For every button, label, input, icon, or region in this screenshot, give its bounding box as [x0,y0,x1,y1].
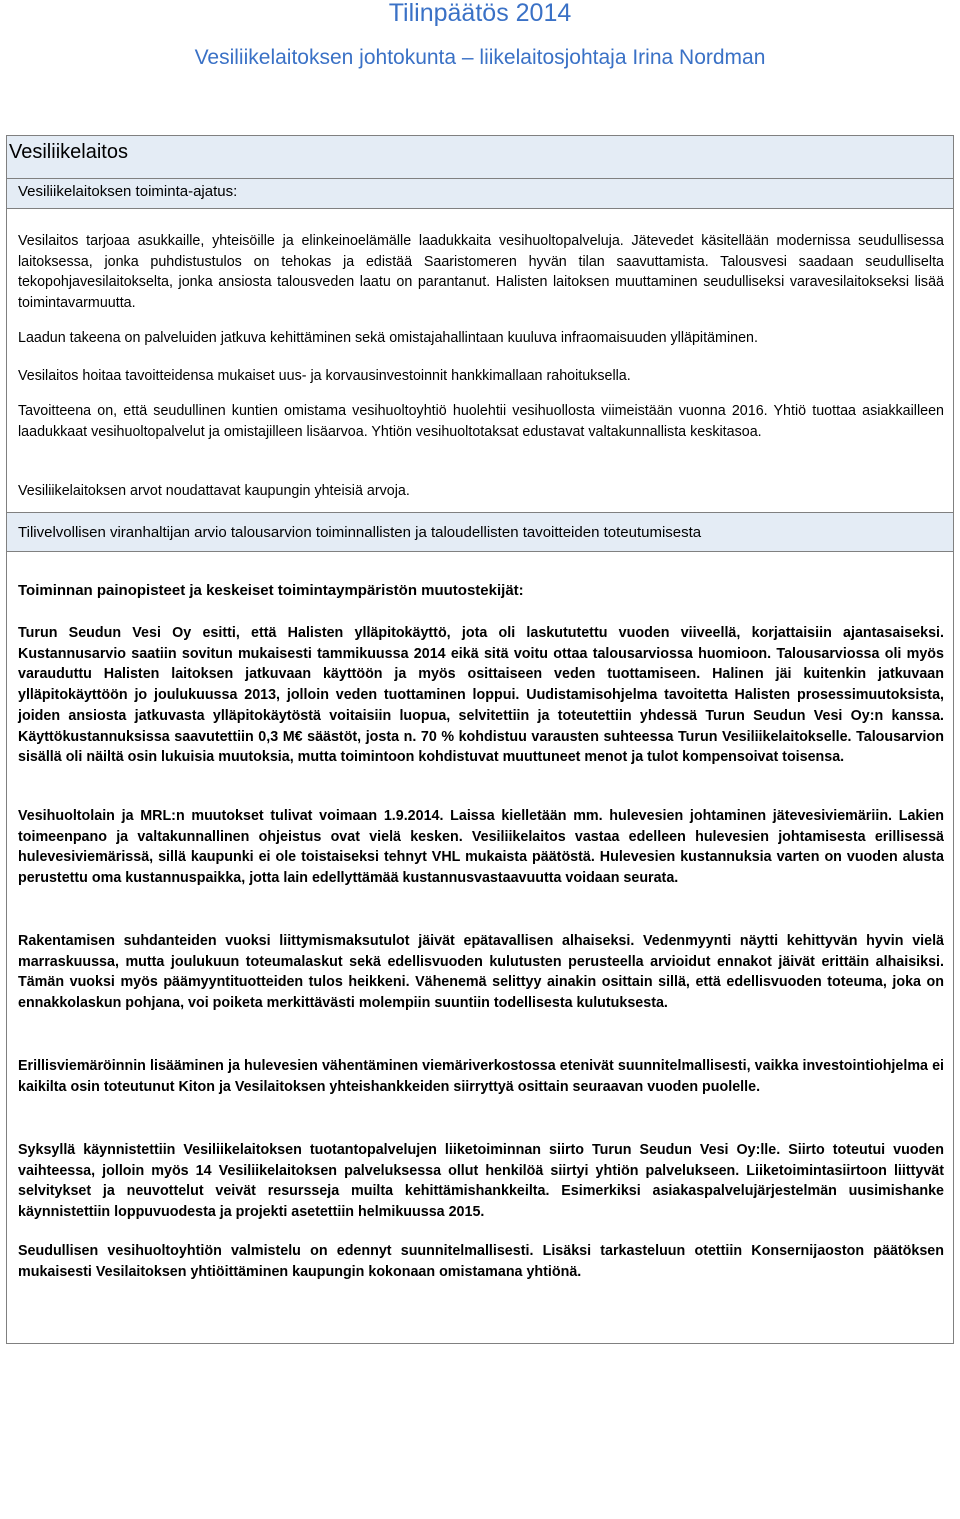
focus-paragraph-6: Seudullisen vesihuoltoyhtiön valmistelu on edennyt suunnitelmallisesti. Lisäksi tarkasteluun otettiin Konsernijaoston päätöksen mukaisesti Vesilaitoksen yhtiöittäminen kaupungin kokonaan omistamana yhtiönä. [18,1243,944,1280]
mission-heading: Vesiliikelaitoksen toiminta-ajatus: [18,183,238,200]
page-title: Tilinpäätös 2014 [388,0,572,27]
page-subtitle: Vesiliikelaitoksen johtokunta – liikelaitosjohtaja Irina Nordman [194,46,766,69]
focus-paragraph-2: Vesihuoltolain ja MRL:n muutokset tulivat voimaan 1.9.2014. Laissa kielletään mm. hulevesien johtaminen jätevesiviemäriin. Lakien toimeenpano ja valtakunnallinen ohjeistus ovat vielä kesken. Vesiliikelaitos vastaa edelleen hulevesien johtamisesta erillisessä hulevesiviemärissä, sillä kaupunki ei ole toistaiseksi tehnyt VHL mukaista päätöstä. Hulevesien kustannuksia varten on vuoden alusta perustettu oma kustannuspaikka, jotta lain edellyttämää kustannusvastaavuutta voidaan seurata. [18,808,944,887]
focus-paragraph-5: Syksyllä käynnistettiin Vesiliikelaitoksen tuotantopalvelujen liiketoiminnan siirto Turun Seudun Vesi Oy:lle. Siirto toteutui vuoden vaihteessa, jolloin myös 14 Vesiliikelaitoksen palveluksessa ollut henkilöä siirtyi yhtiön palvelukseen. Liiketoimintasiirtoon liittyvät selvitykset ja neuvottelut veivät resursseja muilta kehittämishankkeilta. Esimerkiksi asiakaspalvelujärjestelmän uusimishanke käynnistettiin loppuvuodesta ja projekti asetettiin helmikuussa 2015. [18,1142,944,1221]
section-heading: Vesiliikelaitos [9,141,128,163]
mission-paragraph-2: Laadun takeena on palveluiden jatkuva kehittäminen sekä omistajahallintaan kuuluva infraomaisuuden ylläpitäminen. [18,330,758,346]
focus-paragraph-1: Turun Seudun Vesi Oy esitti, että Halisten ylläpitokäyttö, jota oli laskututettu vuoden viiveellä, korjattaisiin ajantasaiseksi. Kustannusarvio saatiin sovitun mukaisesti tammikuussa 2014 eikä sitä voitu ottaa talousarviossa huomioon. Talousarviossa oli myös varauduttu Halisten laitoksen jatkuvaan käyttöön ja myös osittaiseen veden tuottamiseen. Halinen jäi kuitenkin jatkuvaan ylläpitokäyttöön jo joulukuussa 2013, jolloin veden tuottaminen loppui. Uudistamisohjelma tavoitetta Halisten prosessimuutoksista, joiden ansiosta jatkuvasta ylläpitokäytöstä voitaisiin luopua, selvitettiin ja toteutettiin yhdessä Turun Seudun Vesi Oy:n kanssa. Käyttökustannuksissa saavutettiin 0,3 M€ säästöt, josta n. 70 % kohdistuu varausten suhteessa Turun Vesiliikelaitokselle. Talousarvion sisällä oli näiltä osin lukuisia muutoksia, mutta toimintoon kohdistuvat muuttuneet menot ja tulot kompensoivat toisensa. [18,625,944,766]
mission-heading-band [7,179,953,209]
section-heading-band [7,136,953,179]
mission-paragraph-1: Vesilaitos tarjoaa asukkaille, yhteisöille ja elinkeinoelämälle laadukkaita vesihuoltopalveluja. Jätevedet käsitellään modernissa seudullisessa laitoksessa, jonka puhdistustulos on tehokas ja edistää Saaristomeren hyvän tilan saavuttamista. Talousvesi saadaan seudulliselta tekopohjavesilaitokselta, jonka ansiosta talousveden laatu on parantanut. Halisten laitoksen muuttaminen seudulliseksi varavesilaitokseksi lisää toimintavarmuutta. [18,233,944,312]
section-box [6,135,954,1344]
assessment-heading: Tilivelvollisen viranhaltijan arvio talousarvion toiminnallisten ja taloudellisten tavoitteiden toteutumisesta [18,524,702,541]
page-header [0,0,960,70]
mission-paragraph-3: Vesilaitos hoitaa tavoitteidensa mukaiset uus- ja korvausinvestoinnit hankkimallaan rahoituksella. [18,368,631,384]
focus-heading: Toiminnan painopisteet ja keskeiset toimintaympäristön muutostekijät: [18,582,524,599]
focus-paragraph-3: Rakentamisen suhdanteiden vuoksi liittymismaksutulot jäivät epätavallisen alhaiseksi. Vedenmyynti näytti kehittyvän hyvin vielä marraskuussa, mutta joulukuun toteumalaskut sekä edellisvuoden kulutusten perusteella arvioidut ennakot jäivät erittäin alhaisiksi. Tämän vuoksi myös päämyyntituotteiden tulos heikkeni. Vähenemä selittyy ainakin osittain sillä, että edellisvuoden toteuma, joka on ennakkolaskun pohjana, voi poiketa merkittävästi molempiin suuntiin todellisesta kulutuksesta. [18,933,944,1012]
mission-paragraph-4: Tavoitteena on, että seudullinen kuntien omistama vesihuoltoyhtiö huolehtii vesihuollosta viimeistään vuonna 2016. Yhtiö tuottaa asiakkailleen laadukkaat vesihuoltopalvelut ja omistajilleen lisäarvoa. Yhtiön vesihuoltotaksat edustavat valtakunnallista keskitasoa. [18,403,944,440]
assessment-heading-band [7,512,953,552]
focus-paragraph-4: Erillisviemäröinnin lisääminen ja hulevesien vähentäminen viemäriverkostossa etenivät suunnitelmallisesti, vaikka investointiohjelma ei kaikilta osin toteutunut Kiton ja Vesilaitoksen yhteishankkeiden siirryttyä osittain seuraavan vuoden puolelle. [18,1058,944,1095]
mission-paragraph-5: Vesiliikelaitoksen arvot noudattavat kaupungin yhteisiä arvoja. [18,483,410,499]
